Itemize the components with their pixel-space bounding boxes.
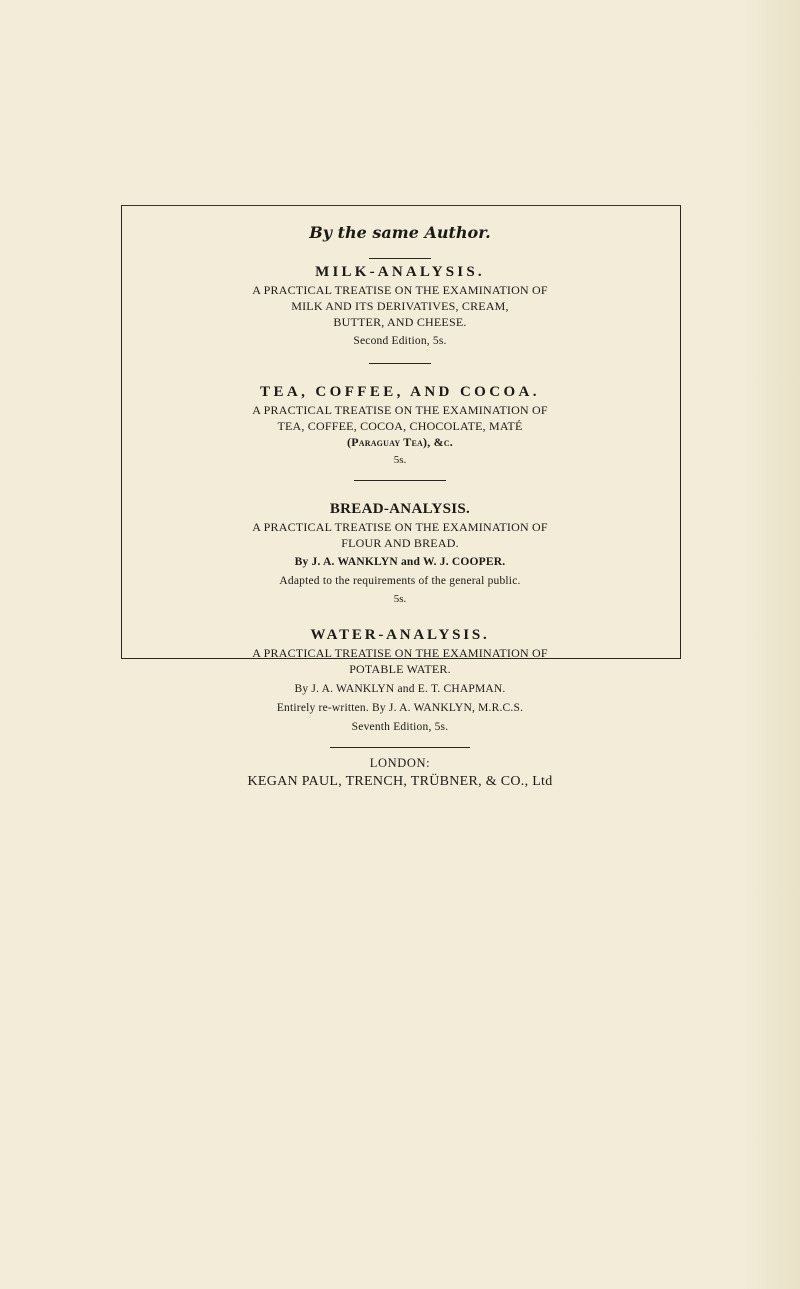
book-description-line: FLOUR AND BREAD. (341, 536, 459, 550)
book-description-line: TEA, COFFEE, COCOA, CHOCOLATE, MATÉ (277, 419, 523, 433)
imprint-publisher: KEGAN PAUL, TRENCH, TRÜBNER, & CO., Ltd (247, 774, 553, 789)
book-description-line: (Paraguay Tea), &c. (347, 435, 453, 449)
book-entry-milk-analysis (121, 262, 679, 349)
book-title: TEA, COFFEE, AND COCOA. (260, 384, 540, 400)
imprint (121, 754, 679, 792)
book-description-line: A PRACTICAL TREATISE ON THE EXAMINATION OF (252, 283, 548, 297)
book-description-line: MILK AND ITS DERIVATIVES, CREAM, (291, 299, 509, 313)
page-edge (740, 0, 800, 1289)
book-authors: By J. A. WANKLYN and W. J. COOPER. (294, 556, 506, 568)
divider-rule (369, 258, 431, 259)
edition-price: 5s. (393, 454, 407, 466)
book-description-line: A PRACTICAL TREATISE ON THE EXAMINATION OF (252, 520, 548, 534)
book-title: WATER-ANALYSIS. (310, 627, 490, 643)
byline: By the same Author. (309, 223, 491, 242)
edition-price: Seventh Edition, 5s. (351, 721, 449, 733)
book-description-line: A PRACTICAL TREATISE ON THE EXAMINATION OF (252, 646, 548, 660)
book-note: Entirely re-written. By J. A. WANKLYN, M.R.C.S. (276, 702, 524, 714)
book-description-line: A PRACTICAL TREATISE ON THE EXAMINATION OF (252, 403, 548, 417)
divider-rule (354, 480, 446, 481)
book-note: Adapted to the requirements of the general public. (279, 575, 521, 587)
book-authors: By J. A. WANKLYN and E. T. CHAPMAN. (294, 683, 506, 695)
imprint-city: LONDON: (369, 756, 431, 770)
book-entry-water-analysis (121, 625, 679, 735)
book-title: MILK-ANALYSIS. (315, 264, 485, 280)
book-entry-bread-analysis (121, 499, 679, 607)
edition-price: Second Edition, 5s. (353, 335, 447, 347)
divider-rule (330, 747, 470, 748)
edition-price: 5s. (393, 593, 407, 605)
book-description-line: BUTTER, AND CHEESE. (333, 315, 467, 329)
book-description-line: POTABLE WATER. (349, 662, 451, 676)
divider-rule (369, 363, 431, 364)
advertisement-page (121, 222, 679, 792)
book-entry-tea-coffee-cocoa (121, 382, 679, 468)
book-title: BREAD-ANALYSIS. (329, 501, 471, 517)
